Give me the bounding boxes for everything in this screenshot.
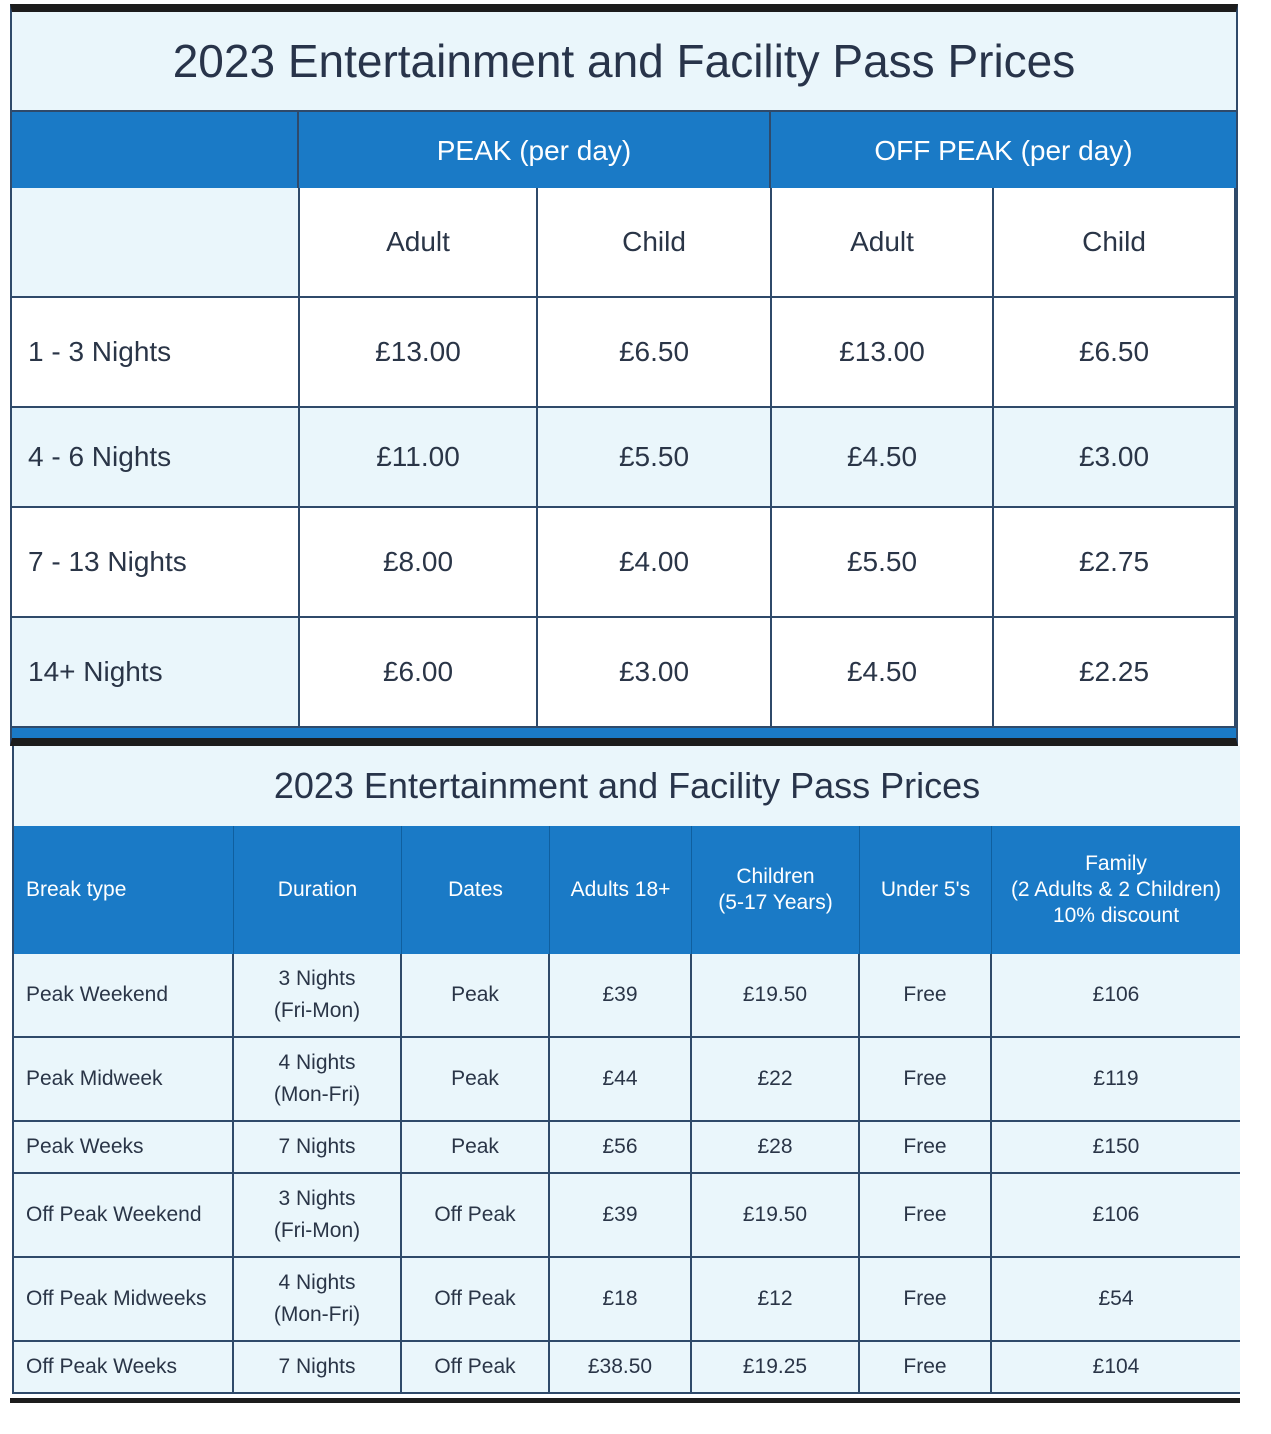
header-family-discount: 10% discount <box>1052 904 1180 927</box>
table1-subheader-blank <box>12 188 300 298</box>
table1-row-label: 14+ Nights <box>12 618 300 728</box>
break-type-cell: Peak Weeks <box>14 1122 234 1174</box>
dates-cell: Peak <box>402 954 550 1038</box>
header-duration: Duration <box>234 826 402 954</box>
family-price-cell: £104 <box>992 1342 1240 1394</box>
table1-group-header-row <box>12 110 1236 190</box>
duration-days: (Mon-Fri) <box>273 1083 361 1106</box>
dates-cell: Off Peak <box>402 1342 550 1394</box>
under5-price-cell: Free <box>860 1122 992 1174</box>
break-type-cell: Off Peak Weekend <box>14 1174 234 1258</box>
adults-price-cell: £44 <box>550 1038 692 1122</box>
table1-group-header-blank <box>12 112 299 190</box>
header-family <box>992 826 1240 954</box>
header-family-composition: (2 Adults & 2 Children) <box>1010 878 1222 901</box>
table1-subheader-offpeak-child: Child <box>994 188 1236 298</box>
family-price-cell: £54 <box>992 1258 1240 1342</box>
table1-cell: £6.50 <box>994 298 1236 408</box>
duration-cell: 7 Nights <box>234 1342 402 1394</box>
table1-row-label: 4 - 6 Nights <box>12 408 300 508</box>
under5-price-cell: Free <box>860 954 992 1038</box>
break-type-cell: Peak Midweek <box>14 1038 234 1122</box>
under5-price-cell: Free <box>860 1258 992 1342</box>
duration-cell <box>234 954 402 1038</box>
family-price-cell: £119 <box>992 1038 1240 1122</box>
break-type-cell: Off Peak Midweeks <box>14 1258 234 1342</box>
adults-price-cell: £38.50 <box>550 1342 692 1394</box>
children-price-cell: £19.50 <box>692 1174 860 1258</box>
table1-cell: £2.75 <box>994 508 1236 618</box>
children-price-cell: £22 <box>692 1038 860 1122</box>
table1-group-offpeak: OFF PEAK (per day) <box>874 135 1133 166</box>
duration-nights: 4 Nights <box>278 1051 356 1074</box>
children-price-cell: £12 <box>692 1258 860 1342</box>
table1-cell: £4.50 <box>772 408 994 508</box>
duration-nights: 4 Nights <box>278 1271 356 1294</box>
header-break-type: Break type <box>14 826 234 954</box>
table1-subheader-offpeak-adult: Adult <box>772 188 994 298</box>
duration-days: (Fri-Mon) <box>273 1219 361 1242</box>
duration-days: (Mon-Fri) <box>273 1303 361 1326</box>
table1-cell: £4.50 <box>772 618 994 728</box>
table2-header-row <box>14 826 1240 954</box>
family-price-cell: £106 <box>992 954 1240 1038</box>
header-family-title: Family <box>1085 852 1147 875</box>
adults-price-cell: £39 <box>550 954 692 1038</box>
header-dates: Dates <box>402 826 550 954</box>
under5-price-cell: Free <box>860 1174 992 1258</box>
table1-cell: £2.25 <box>994 618 1236 728</box>
table1-bottom-accent <box>12 728 1236 738</box>
table1-cell: £3.00 <box>538 618 772 728</box>
header-adults: Adults 18+ <box>550 826 692 954</box>
duration-cell: 7 Nights <box>234 1122 402 1174</box>
duration-days: (Fri-Mon) <box>273 999 361 1022</box>
children-price-cell: £19.50 <box>692 954 860 1038</box>
table1-cell: £11.00 <box>300 408 538 508</box>
duration-cell <box>234 1038 402 1122</box>
table1-row-label: 7 - 13 Nights <box>12 508 300 618</box>
duration-nights: 3 Nights <box>278 1187 356 1210</box>
header-children <box>692 826 860 954</box>
table1-subheader-peak-adult: Adult <box>300 188 538 298</box>
header-under5: Under 5's <box>860 826 992 954</box>
table1-cell: £13.00 <box>300 298 538 408</box>
break-type-cell: Peak Weekend <box>14 954 234 1038</box>
children-price-cell: £19.25 <box>692 1342 860 1394</box>
table2-title: 2023 Entertainment and Facility Pass Prices <box>14 746 1240 826</box>
under5-price-cell: Free <box>860 1038 992 1122</box>
table1-title: 2023 Entertainment and Facility Pass Prices <box>12 12 1236 110</box>
children-price-cell: £28 <box>692 1122 860 1174</box>
table1-cell: £5.50 <box>538 408 772 508</box>
table1-cell: £8.00 <box>300 508 538 618</box>
family-price-cell: £150 <box>992 1122 1240 1174</box>
pass-prices-table-breaks <box>12 746 1240 1394</box>
adults-price-cell: £18 <box>550 1258 692 1342</box>
table1-cell: £3.00 <box>994 408 1236 508</box>
family-price-cell: £106 <box>992 1174 1240 1258</box>
header-children-title: Children <box>736 865 815 888</box>
table1-subheader-peak-child: Child <box>538 188 772 298</box>
table1-cell: £4.00 <box>538 508 772 618</box>
break-type-cell: Off Peak Weeks <box>14 1342 234 1394</box>
table1-cell: £6.00 <box>300 618 538 728</box>
table1-cell: £13.00 <box>772 298 994 408</box>
duration-nights: 3 Nights <box>278 967 356 990</box>
adults-price-cell: £39 <box>550 1174 692 1258</box>
adults-price-cell: £56 <box>550 1122 692 1174</box>
under5-price-cell: Free <box>860 1342 992 1394</box>
duration-cell <box>234 1174 402 1258</box>
table1-cell: £6.50 <box>538 298 772 408</box>
dates-cell: Peak <box>402 1122 550 1174</box>
dates-cell: Off Peak <box>402 1258 550 1342</box>
page-bottom-rule <box>10 1398 1240 1403</box>
dates-cell: Peak <box>402 1038 550 1122</box>
table1-group-peak: PEAK (per day) <box>299 112 771 190</box>
dates-cell: Off Peak <box>402 1174 550 1258</box>
duration-cell <box>234 1258 402 1342</box>
header-children-ages: (5-17 Years) <box>718 891 833 914</box>
pass-prices-table-daily <box>10 4 1238 746</box>
table1-row-label: 1 - 3 Nights <box>12 298 300 408</box>
table1-cell: £5.50 <box>772 508 994 618</box>
